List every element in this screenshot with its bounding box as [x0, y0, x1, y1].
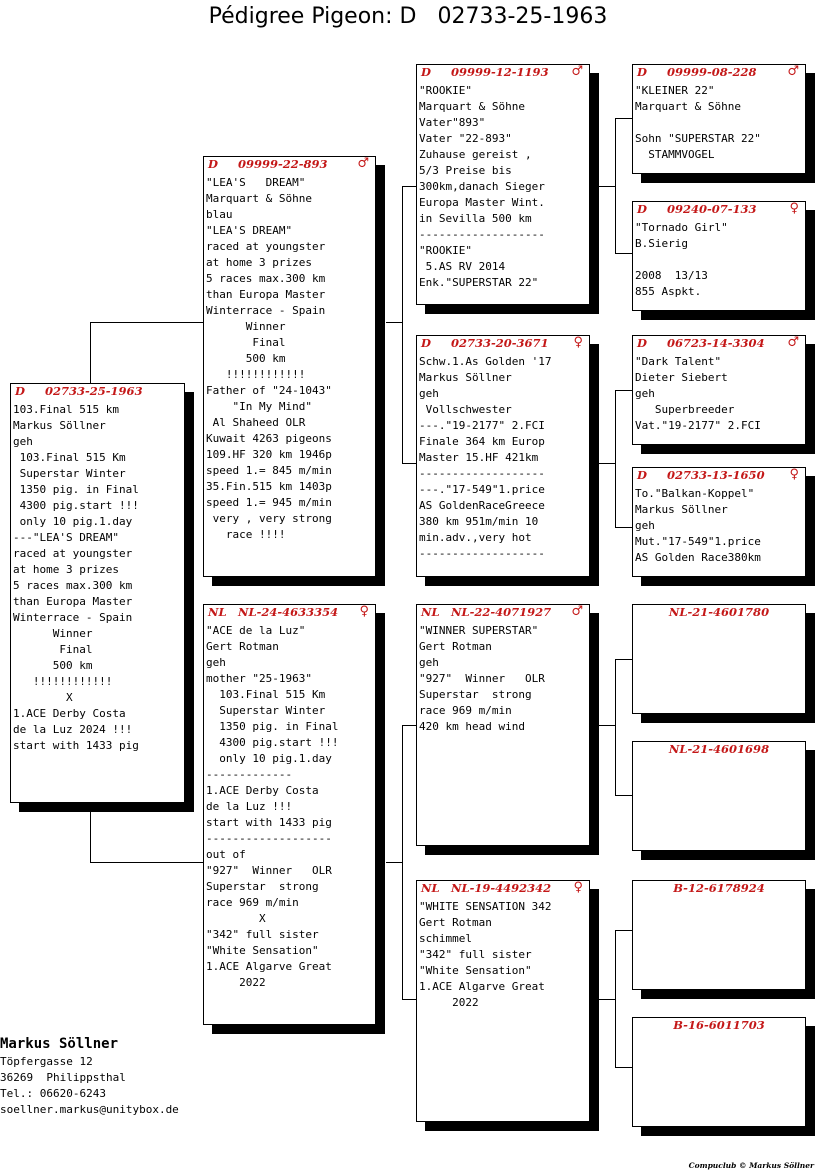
note-line: Markus Söllner: [635, 503, 728, 516]
connector: [615, 118, 632, 119]
note-line: geh: [419, 656, 439, 669]
note-line: Vollschwester: [419, 403, 512, 416]
note-line: 5 races max.300 km: [206, 272, 326, 285]
note-line: Europa Master Wint.: [419, 196, 545, 209]
note-line: 500 km: [206, 352, 286, 365]
note-line: "White Sensation": [206, 944, 319, 957]
note-line: 103.Final 515 Km: [206, 688, 326, 701]
note-line: schimmel: [419, 932, 472, 945]
connector: [402, 186, 403, 464]
note-line: Schw.1.As Golden '17: [419, 355, 552, 368]
country-code: D: [637, 468, 647, 482]
note-line: "927" Winner OLR: [206, 864, 332, 877]
country-code: D: [208, 157, 218, 171]
ring-number: NL-21-4601780: [668, 605, 770, 619]
note-line: Superstar Winter: [13, 467, 126, 480]
note-line: "White Sensation": [419, 964, 532, 977]
ring-number: 06723-14-3304: [667, 336, 765, 350]
note-line: 103.Final 515 km: [13, 403, 119, 416]
ring-number: 09999-08-228: [667, 65, 757, 79]
ring-number: 09999-12-1193: [451, 65, 549, 79]
note-line: speed 1.= 945 m/min: [206, 496, 332, 509]
connector: [402, 186, 416, 187]
note-line: 1.ACE Derby Costa: [13, 707, 126, 720]
note-line: Gert Rotman: [419, 916, 492, 929]
note-line: Master 15.HF 421km: [419, 451, 539, 464]
male-sex-icon: ♂: [571, 604, 583, 619]
connector: [402, 999, 416, 1000]
note-line: -------------------: [206, 832, 332, 845]
note-line: "342" full sister: [419, 948, 532, 961]
ring-number: NL-22-4071927: [451, 605, 552, 619]
note-line: Markus Söllner: [419, 371, 512, 384]
note-line: To."Balkan-Koppel": [635, 487, 755, 500]
ring-number: NL-21-4601698: [668, 742, 770, 756]
note-line: [635, 115, 805, 131]
connector: [598, 999, 615, 1000]
connector: [615, 253, 632, 254]
note-line: 2022: [419, 996, 479, 1009]
note-line: [635, 252, 805, 268]
connector: [598, 725, 615, 726]
note-line: 35.Fin.515 km 1403p: [206, 480, 332, 493]
note-line: only 10 pig.1.day: [13, 515, 133, 528]
note-line: AS GoldenRaceGreece: [419, 499, 545, 512]
note-line: race !!!!: [206, 528, 286, 541]
country-code: D: [637, 65, 647, 79]
note-line: 380 km 951m/min 10: [419, 515, 539, 528]
note-line: !!!!!!!!!!!!: [13, 675, 113, 688]
footer-credit: Compuclub © Markus Söllner: [688, 1161, 814, 1170]
note-line: Dieter Siebert: [635, 371, 728, 384]
note-line: start with 1433 pig: [206, 816, 332, 829]
note-line: B.Sierig: [635, 237, 688, 250]
connector: [615, 390, 616, 528]
note-line: Finale 364 km Europ: [419, 435, 545, 448]
note-line: "WINNER SUPERSTAR": [419, 624, 539, 637]
note-line: "ROOKIE": [419, 84, 472, 97]
ring-number: B-16-6011703: [673, 1018, 765, 1032]
note-line: 5 races max.300 km: [13, 579, 133, 592]
note-line: Gert Rotman: [419, 640, 492, 653]
note-line: -------------------: [419, 228, 545, 241]
note-line: Winner: [13, 627, 93, 640]
title-country: D: [399, 4, 417, 29]
country-code: D: [421, 336, 431, 350]
note-line: "342" full sister: [206, 928, 319, 941]
note-line: ---."19-2177" 2.FCI: [419, 419, 545, 432]
note-line: 103.Final 515 Km: [13, 451, 126, 464]
note-line: in Sevilla 500 km: [419, 212, 532, 225]
connector: [402, 725, 403, 1000]
note-line: Superbreeder: [635, 403, 735, 416]
note-line: AS Golden Race380km: [635, 551, 761, 564]
connector: [615, 795, 632, 796]
pigeon-notes: [633, 80, 805, 163]
note-line: Superstar Winter: [206, 704, 326, 717]
owner-phone: Tel.: 06620-6243: [0, 1087, 106, 1100]
note-line: ---."17-549"1.price: [419, 483, 545, 496]
dam-dam-card[interactable]: [416, 880, 590, 1122]
female-sex-icon: ♀: [359, 604, 369, 619]
pigeon-notes: [11, 399, 184, 754]
note-line: Zuhause gereist ,: [419, 148, 532, 161]
note-line: 1350 pig. in Final: [13, 483, 139, 496]
note-line: Vater"893": [419, 116, 486, 129]
note-line: geh: [635, 519, 655, 532]
note-line: Marquart & Söhne: [419, 100, 525, 113]
note-line: 1.ACE Algarve Great: [206, 960, 332, 973]
note-line: 1350 pig. in Final: [206, 720, 339, 733]
connector: [90, 322, 91, 383]
note-line: race 969 m/min: [206, 896, 299, 909]
note-line: "LEA'S DREAM": [206, 176, 306, 189]
note-line: Father of "24-1043": [206, 384, 332, 397]
country-code: NL: [421, 881, 440, 895]
note-line: only 10 pig.1.day: [206, 752, 332, 765]
note-line: geh: [206, 656, 226, 669]
ring-number: NL-19-4492342: [451, 881, 552, 895]
connector: [386, 862, 402, 863]
note-line: "927" Winner OLR: [419, 672, 545, 685]
note-line: out of: [206, 848, 246, 861]
note-line: at home 3 prizes: [206, 256, 312, 269]
page-title: [0, 4, 816, 29]
male-sex-icon: ♂: [571, 64, 583, 79]
note-line: geh: [635, 387, 655, 400]
pigeon-notes: [633, 217, 805, 300]
pigeon-notes: [417, 896, 589, 1011]
connector: [615, 527, 632, 528]
pigeon-notes: [633, 483, 805, 566]
pigeon-notes: [204, 620, 375, 991]
note-line: mother "25-1963": [206, 672, 312, 685]
dds-card[interactable]: [632, 880, 806, 990]
ring-number: NL-24-4633354: [238, 605, 339, 619]
note-line: Final: [206, 336, 286, 349]
connector: [615, 390, 632, 391]
connector: [615, 659, 616, 796]
dss-card[interactable]: [632, 604, 806, 714]
sds-card[interactable]: [632, 335, 806, 445]
note-line: geh: [13, 435, 33, 448]
note-line: raced at youngster: [206, 240, 326, 253]
title-ring: 02733-25-1963: [437, 4, 608, 29]
note-line: ---"LEA'S DREAM": [13, 531, 119, 544]
dam-card[interactable]: [203, 604, 376, 1025]
male-sex-icon: ♂: [787, 64, 799, 79]
owner-name: Markus Söllner: [0, 1036, 119, 1052]
note-line: race 969 m/min: [419, 704, 512, 717]
note-line: !!!!!!!!!!!!: [206, 368, 306, 381]
note-line: Al Shaheed OLR: [206, 416, 306, 429]
connector: [615, 930, 616, 1068]
connector: [386, 322, 402, 323]
note-line: start with 1433 pig: [13, 739, 139, 752]
note-line: "In My Mind": [206, 400, 312, 413]
note-line: raced at youngster: [13, 547, 133, 560]
note-line: Winterrace - Spain: [13, 611, 133, 624]
note-line: 109.HF 320 km 1946p: [206, 448, 332, 461]
note-line: 1.ACE Algarve Great: [419, 980, 545, 993]
male-sex-icon: ♂: [787, 335, 799, 350]
note-line: Marquart & Söhne: [206, 192, 312, 205]
note-line: "KLEINER 22": [635, 84, 715, 97]
note-line: "LEA'S DREAM": [206, 224, 293, 237]
note-line: Winterrace - Spain: [206, 304, 326, 317]
female-sex-icon: ♀: [573, 880, 583, 895]
note-line: de la Luz 2024 !!!: [13, 723, 133, 736]
ddd-card[interactable]: [632, 1017, 806, 1127]
country-code: NL: [421, 605, 440, 619]
connector: [615, 1067, 632, 1068]
note-line: 855 Aspkt.: [635, 285, 702, 298]
pigeon-notes: [417, 80, 589, 291]
subject-card[interactable]: [10, 383, 185, 803]
note-line: "Tornado Girl": [635, 221, 728, 234]
connector: [90, 803, 91, 863]
note-line: Winner: [206, 320, 286, 333]
pigeon-notes: [417, 351, 589, 562]
owner-street: Töpfergasse 12: [0, 1055, 93, 1068]
note-line: 420 km head wind: [419, 720, 525, 733]
owner-info: [0, 1034, 179, 1118]
ring-number: 02733-20-3671: [451, 336, 549, 350]
connector: [90, 322, 203, 323]
note-line: at home 3 prizes: [13, 563, 119, 576]
country-code: D: [637, 336, 647, 350]
connector: [615, 659, 632, 660]
connector: [402, 725, 416, 726]
dsd-card[interactable]: [632, 741, 806, 851]
connector: [598, 186, 615, 187]
pigeon-notes: [417, 620, 589, 735]
ring-number: B-12-6178924: [673, 881, 765, 895]
note-line: than Europa Master: [206, 288, 326, 301]
note-line: Final: [13, 643, 93, 656]
note-line: "Dark Talent": [635, 355, 722, 368]
connector: [598, 463, 615, 464]
connector: [402, 463, 416, 464]
note-line: -------------: [206, 768, 293, 781]
note-line: blau: [206, 208, 233, 221]
note-line: "ROOKIE": [419, 244, 472, 257]
note-line: 4300 pig.start !!!: [206, 736, 339, 749]
note-line: 1.ACE Derby Costa: [206, 784, 319, 797]
country-code: D: [421, 65, 431, 79]
connector: [90, 862, 203, 863]
country-code: D: [637, 202, 647, 216]
note-line: Gert Rotman: [206, 640, 279, 653]
ring-number: 09999-22-893: [238, 157, 328, 171]
sss-card[interactable]: [632, 64, 806, 174]
female-sex-icon: ♀: [789, 201, 799, 216]
note-line: STAMMVOGEL: [635, 148, 715, 161]
owner-city: 36269 Philippsthal: [0, 1071, 126, 1084]
sdd-card[interactable]: [632, 467, 806, 577]
note-line: Superstar strong: [419, 688, 532, 701]
note-line: -------------------: [419, 547, 545, 560]
pigeon-notes: [204, 172, 375, 543]
note-line: 5.AS RV 2014: [419, 260, 506, 273]
note-line: 500 km: [13, 659, 93, 672]
note-line: than Europa Master: [13, 595, 133, 608]
note-line: Superstar strong: [206, 880, 319, 893]
ssd-card[interactable]: [632, 201, 806, 311]
country-code: D: [15, 384, 25, 398]
male-sex-icon: ♂: [357, 156, 369, 171]
ring-number: 02733-25-1963: [45, 384, 143, 398]
note-line: speed 1.= 845 m/min: [206, 464, 332, 477]
note-line: Vater "22-893": [419, 132, 512, 145]
note-line: "WHITE SENSATION 342: [419, 900, 552, 913]
note-line: geh: [419, 387, 439, 400]
connector: [615, 930, 632, 931]
title-prefix: Pédigree Pigeon:: [208, 4, 393, 29]
note-line: 2008 13/13: [635, 269, 708, 282]
sire-sire-card[interactable]: [416, 64, 590, 305]
note-line: Sohn "SUPERSTAR 22": [635, 132, 761, 145]
note-line: X: [13, 691, 73, 704]
note-line: X: [206, 912, 266, 925]
note-line: 5/3 Preise bis: [419, 164, 512, 177]
note-line: very , very strong: [206, 512, 332, 525]
pigeon-notes: [633, 351, 805, 434]
country-code: NL: [208, 605, 227, 619]
note-line: 4300 pig.start !!!: [13, 499, 139, 512]
owner-email[interactable]: soellner.markus@unitybox.de: [0, 1103, 179, 1116]
note-line: Enk."SUPERSTAR 22": [419, 276, 539, 289]
note-line: Marquart & Söhne: [635, 100, 741, 113]
connector: [615, 118, 616, 254]
ring-number: 02733-13-1650: [667, 468, 765, 482]
note-line: 300km,danach Sieger: [419, 180, 545, 193]
sire-card[interactable]: [203, 156, 376, 577]
note-line: Mut."17-549"1.price: [635, 535, 761, 548]
sire-dam-card[interactable]: [416, 335, 590, 577]
note-line: Kuwait 4263 pigeons: [206, 432, 332, 445]
note-line: Vat."19-2177" 2.FCI: [635, 419, 761, 432]
note-line: de la Luz !!!: [206, 800, 293, 813]
note-line: min.adv.,very hot: [419, 531, 532, 544]
note-line: "ACE de la Luz": [206, 624, 306, 637]
female-sex-icon: ♀: [789, 467, 799, 482]
dam-sire-card[interactable]: [416, 604, 590, 846]
ring-number: 09240-07-133: [667, 202, 757, 216]
note-line: -------------------: [419, 467, 545, 480]
note-line: Markus Söllner: [13, 419, 106, 432]
female-sex-icon: ♀: [573, 335, 583, 350]
note-line: 2022: [206, 976, 266, 989]
